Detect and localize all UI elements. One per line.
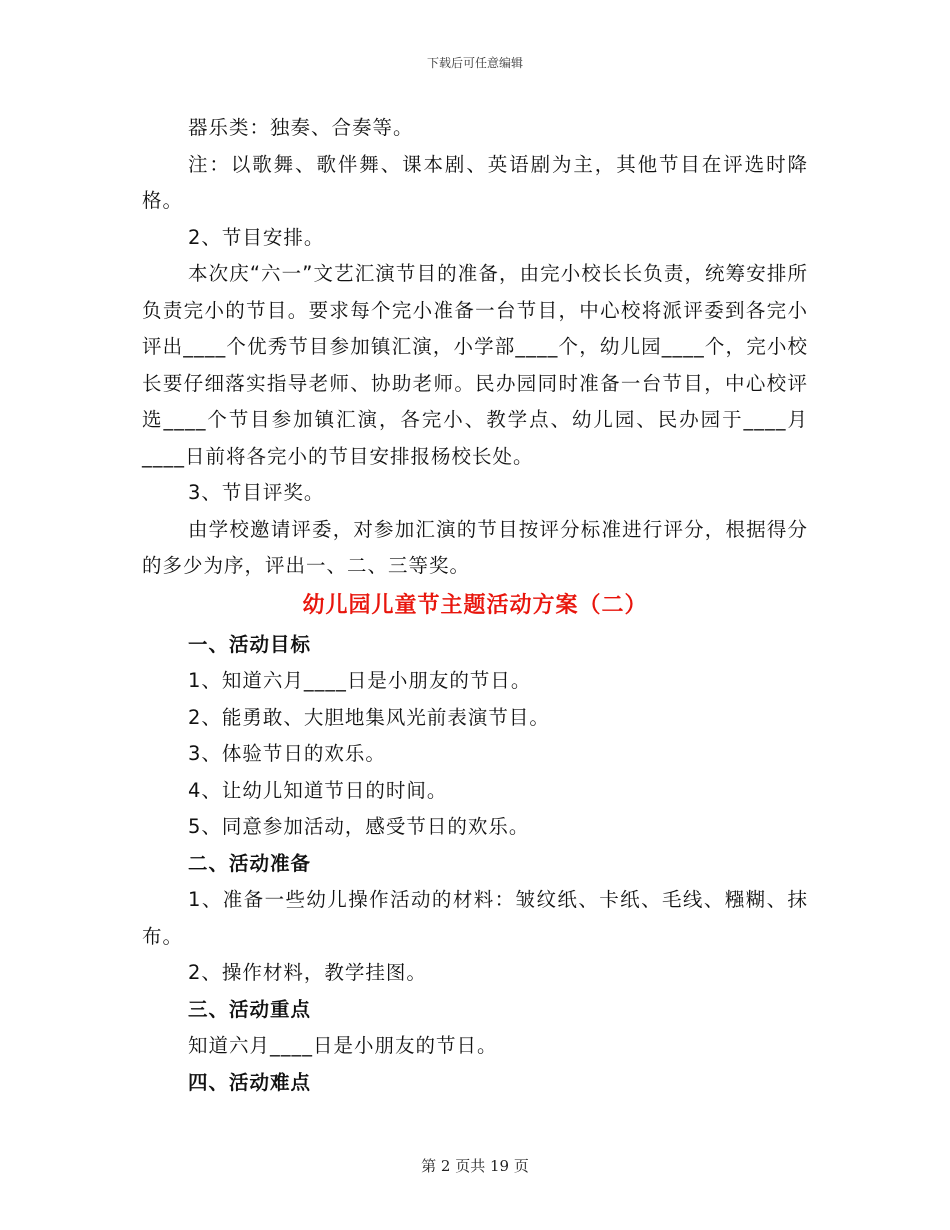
paragraph-awards-details: 由学校邀请评委，对参加汇演的节目按评分标准进行评分，根据得分的多少为序，评出一、二、三等奖。 xyxy=(142,517,808,577)
goal-item-1: 1、知道六月____日是小朋友的节日。 xyxy=(188,669,532,692)
heading-activity-difficulty: 四、活动难点 xyxy=(188,1070,312,1094)
focus-item: 知道六月____日是小朋友的节日。 xyxy=(188,1034,498,1057)
document-body xyxy=(142,110,808,1101)
goal-item-3: 3、体验节日的欢乐。 xyxy=(188,742,386,765)
preparation-item-2: 2、操作材料，教学挂图。 xyxy=(188,961,427,984)
heading-activity-focus: 三、活动重点 xyxy=(188,997,312,1021)
paragraph-instrumental: 器乐类：独奏、合奏等。 xyxy=(188,116,414,139)
document-title: 幼儿园儿童节主题活动方案（二） xyxy=(302,592,648,618)
goal-item-4: 4、让幼儿知道节日的时间。 xyxy=(188,778,448,802)
goal-item-5: 5、同意参加活动，感受节日的欢乐。 xyxy=(188,815,530,838)
heading-activity-preparation: 二、活动准备 xyxy=(188,851,312,875)
paragraph-note: 注：以歌舞、歌伴舞、课本剧、英语剧为主，其他节目在评选时降格。 xyxy=(142,152,808,212)
goal-item-2: 2、能勇敢、大胆地集风光前表演节目。 xyxy=(188,705,550,729)
page-header: 下载后可任意编辑 xyxy=(426,56,523,70)
heading-activity-goals: 一、活动目标 xyxy=(188,632,312,656)
preparation-item-1: 1、准备一些幼儿操作活动的材料：皱纹纸、卡纸、毛线、糨糊、抹布。 xyxy=(142,888,808,948)
paragraph-arrangement-details: 本次庆“六一”文艺汇演节目的准备，由完小校长长负责，统筹安排所负责完小的节目。要求每个完小准备一台节目，中心校将派评委到各完小评出____个优秀节目参加镇汇演，小学部____个，幼儿园____个，完小校长要仔细落实指导老师、协助老师。民办园同时准备一台节目，中心校评选____个节目参加镇汇演，各完小、教学点、幼儿园、民办园于____月____日前将各完小的节目安排报杨校长处。 xyxy=(142,262,808,468)
section-program-arrangement: 2、节目安排。 xyxy=(188,225,325,249)
section-program-awards: 3、节目评奖。 xyxy=(188,481,325,504)
page-footer: 第 2 页共 19 页 xyxy=(421,1157,529,1175)
